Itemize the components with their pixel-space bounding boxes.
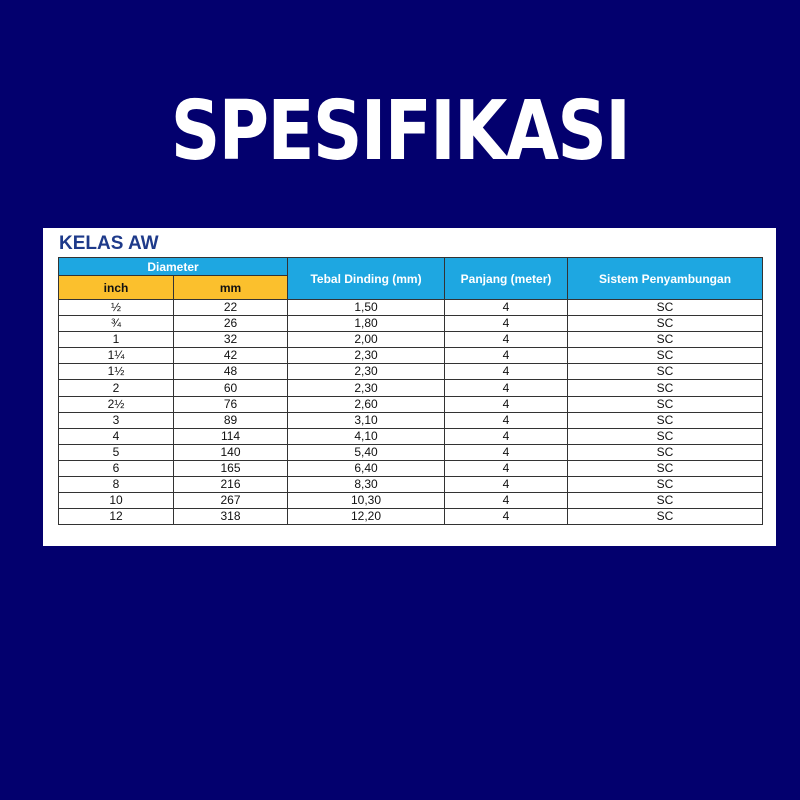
cell-panjang: 4 xyxy=(445,412,568,428)
cell-tebal-dinding: 3,10 xyxy=(288,412,445,428)
cell-tebal-dinding: 2,30 xyxy=(288,364,445,380)
table-row xyxy=(59,460,763,476)
cell-inch: 1¼ xyxy=(59,348,174,364)
cell-sistem: SC xyxy=(568,493,763,509)
table-row xyxy=(59,380,763,396)
page-title: SPESIFIKASI xyxy=(170,84,630,179)
cell-mm: 76 xyxy=(174,396,288,412)
cell-panjang: 4 xyxy=(445,509,568,525)
cell-sistem: SC xyxy=(568,348,763,364)
table-row xyxy=(59,316,763,332)
table-row xyxy=(59,477,763,493)
cell-inch: 1½ xyxy=(59,364,174,380)
cell-inch: ¾ xyxy=(59,316,174,332)
cell-panjang: 4 xyxy=(445,380,568,396)
spec-table-body xyxy=(59,300,763,525)
table-row xyxy=(59,493,763,509)
cell-sistem: SC xyxy=(568,380,763,396)
cell-inch: 10 xyxy=(59,493,174,509)
cell-tebal-dinding: 4,10 xyxy=(288,428,445,444)
cell-mm: 216 xyxy=(174,477,288,493)
header-mm: mm xyxy=(174,276,288,300)
cell-tebal-dinding: 1,50 xyxy=(288,300,445,316)
header-inch: inch xyxy=(59,276,174,300)
cell-sistem: SC xyxy=(568,509,763,525)
cell-mm: 114 xyxy=(174,428,288,444)
cell-panjang: 4 xyxy=(445,300,568,316)
cell-panjang: 4 xyxy=(445,477,568,493)
cell-panjang: 4 xyxy=(445,316,568,332)
cell-tebal-dinding: 10,30 xyxy=(288,493,445,509)
cell-tebal-dinding: 5,40 xyxy=(288,444,445,460)
cell-sistem: SC xyxy=(568,332,763,348)
section-title: KELAS AW xyxy=(59,233,159,254)
cell-sistem: SC xyxy=(568,477,763,493)
header-tebal-dinding: Tebal Dinding (mm) xyxy=(288,258,445,300)
cell-mm: 89 xyxy=(174,412,288,428)
header-sistem-penyambungan: Sistem Penyambungan xyxy=(568,258,763,300)
cell-panjang: 4 xyxy=(445,396,568,412)
table-row xyxy=(59,348,763,364)
table-row xyxy=(59,509,763,525)
table-row xyxy=(59,428,763,444)
table-row xyxy=(59,364,763,380)
cell-sistem: SC xyxy=(568,444,763,460)
cell-inch: 8 xyxy=(59,477,174,493)
cell-sistem: SC xyxy=(568,300,763,316)
cell-mm: 42 xyxy=(174,348,288,364)
cell-mm: 140 xyxy=(174,444,288,460)
spec-panel xyxy=(43,228,776,546)
cell-tebal-dinding: 2,60 xyxy=(288,396,445,412)
cell-sistem: SC xyxy=(568,412,763,428)
cell-panjang: 4 xyxy=(445,364,568,380)
cell-tebal-dinding: 6,40 xyxy=(288,460,445,476)
cell-inch: 4 xyxy=(59,428,174,444)
cell-mm: 48 xyxy=(174,364,288,380)
cell-sistem: SC xyxy=(568,460,763,476)
cell-inch: 1 xyxy=(59,332,174,348)
cell-inch: 6 xyxy=(59,460,174,476)
cell-tebal-dinding: 1,80 xyxy=(288,316,445,332)
cell-sistem: SC xyxy=(568,396,763,412)
cell-tebal-dinding: 2,30 xyxy=(288,348,445,364)
cell-panjang: 4 xyxy=(445,493,568,509)
cell-inch: 5 xyxy=(59,444,174,460)
cell-tebal-dinding: 2,30 xyxy=(288,380,445,396)
spec-table xyxy=(58,257,763,525)
header-diameter: Diameter xyxy=(59,258,288,276)
header-panjang: Panjang (meter) xyxy=(445,258,568,300)
cell-mm: 318 xyxy=(174,509,288,525)
cell-mm: 60 xyxy=(174,380,288,396)
cell-inch: 3 xyxy=(59,412,174,428)
cell-panjang: 4 xyxy=(445,428,568,444)
cell-inch: 2 xyxy=(59,380,174,396)
cell-mm: 26 xyxy=(174,316,288,332)
cell-mm: 32 xyxy=(174,332,288,348)
cell-panjang: 4 xyxy=(445,348,568,364)
cell-panjang: 4 xyxy=(445,332,568,348)
cell-tebal-dinding: 12,20 xyxy=(288,509,445,525)
cell-inch: 2½ xyxy=(59,396,174,412)
cell-panjang: 4 xyxy=(445,460,568,476)
cell-panjang: 4 xyxy=(445,444,568,460)
table-row xyxy=(59,300,763,316)
table-row xyxy=(59,444,763,460)
cell-tebal-dinding: 8,30 xyxy=(288,477,445,493)
cell-inch: 12 xyxy=(59,509,174,525)
cell-mm: 267 xyxy=(174,493,288,509)
cell-tebal-dinding: 2,00 xyxy=(288,332,445,348)
cell-mm: 165 xyxy=(174,460,288,476)
table-row xyxy=(59,412,763,428)
cell-sistem: SC xyxy=(568,316,763,332)
cell-sistem: SC xyxy=(568,428,763,444)
table-row xyxy=(59,396,763,412)
cell-sistem: SC xyxy=(568,364,763,380)
cell-inch: ½ xyxy=(59,300,174,316)
table-row xyxy=(59,332,763,348)
cell-mm: 22 xyxy=(174,300,288,316)
